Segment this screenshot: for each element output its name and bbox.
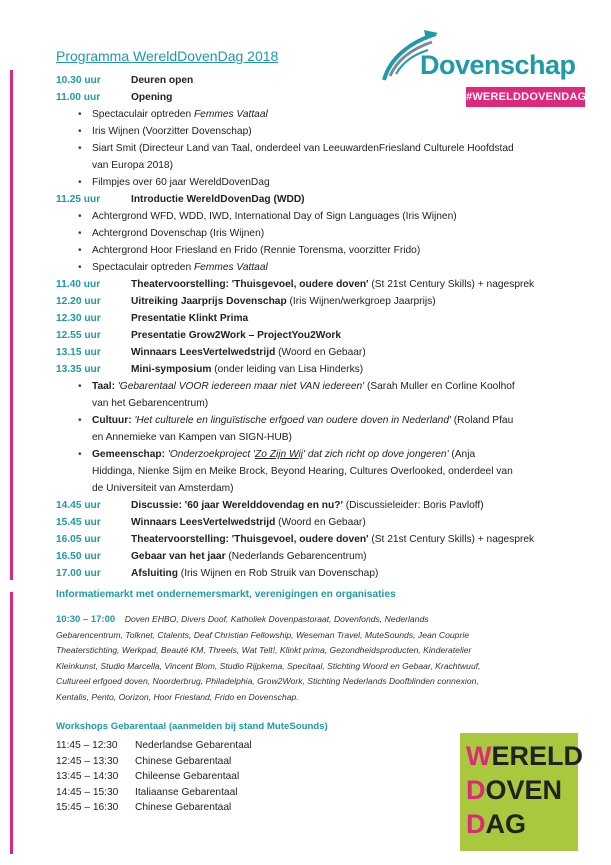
- list-item: • Cultuur: 'Het culturele en linguïstische erfgoed van oudere doven in Nederland' (Roland Pfau: [56, 412, 551, 429]
- list-item-continued: en Annemieke van Kampen van SIGN-HUB): [92, 432, 292, 443]
- schedule-row: 13.35 uur Mini-symposium (onder leiding van Lisa Hinderks): [56, 364, 364, 375]
- list-item: • Achtergrond WFD, WDD, IWD, International Day of Sign Languages (Iris Wijnen): [56, 208, 551, 225]
- list-item: • Gemeenschap: 'Onderzoekproject 'Zo Zijn Wij' dat zich richt op dove jongeren' (Anja: [56, 446, 551, 463]
- side-line-top: [10, 70, 13, 580]
- schedule-row: 12.55 uur Presentatie Grow2Work – ProjectYou2Work: [56, 330, 342, 341]
- list-item-continued: de Universiteit van Amsterdam): [92, 483, 234, 494]
- page-title: Programma WereldDovenDag 2018: [56, 48, 279, 64]
- logo-name: Dovenschap: [420, 50, 576, 80]
- schedule: [56, 72, 551, 582]
- schedule-row: 15.45 uur Winnaars LeesVertelwedstrijd (Woord en Gebaar): [56, 517, 366, 528]
- werelddovendag-logo: WERELD DOVEN DAG: [460, 733, 578, 851]
- schedule-row: 16.05 uur Theatervoorstelling: 'Thuisgevoel, oudere doven' (St 21st Century Skills) + nagesprek: [56, 534, 535, 545]
- schedule-row: 11.40 uur Theatervoorstelling: 'Thuisgevoel, oudere doven' (St 21st Century Skills) + nagesprek: [56, 279, 535, 290]
- schedule-row: 12.30 uur Presentatie Klinkt Prima: [56, 313, 249, 324]
- list-item-continued: van het Gebarencentrum): [92, 398, 209, 409]
- schedule-row: 17.00 uur Afsluiting (Iris Wijnen en Rob Struik van Dovenschap): [56, 568, 379, 579]
- list-item-continued: Hiddinga, Nienke Sijm en Meike Brock, Beyond Hearing, Cultures Overlooked, onderdeel van: [92, 466, 513, 477]
- schedule-row: 12.20 uur Uitreiking Jaarprijs Dovenschap (Iris Wijnen/werkgroep Jaarprijs): [56, 296, 436, 307]
- schedule-row: 14.45 uur Discussie: '60 jaar Werelddovendag en nu?' (Discussieleider: Boris Pavloff): [56, 500, 484, 511]
- list-item: • Spectaculair optreden Femmes Vattaal: [56, 259, 551, 276]
- schedule-row: 11.00 uur Opening: [56, 92, 173, 103]
- info-block: 10:30 – 17:00 Doven EHBO, Divers Doof, Katholiek Dovenpastoraat, Dovenfonds, Nederlands Gebarencentrum, Tolknet, Ctalents, Deaf Christian Fellowship, Weseman Travel, MuteSounds, Jean Couprie Theaterstichting, Werkpad, Beauté KM, Threels, Wat Telt!, Klinkt prima, Gezondheidsproducten, Kinderatelier Kleinkunst, Studio Marcella, Vincent Blom, Studio Rijpkema, Specitaal, Stichting Woord en Gebaar, Krachtwuuf, Cultureel erfgoed doven, Noorderbrug, Philadelphia, Grow2Work, Stichting Nederlands Doofblinden connexion, Kentalis, Pento, Oorizon, Hoor Friesland, Frido en Dovenschap.: [56, 614, 481, 702]
- list-item: • Achtergrond Dovenschap (Iris Wijnen): [56, 225, 551, 242]
- schedule-row: 13.15 uur Winnaars LeesVertelwedstrijd (Woord en Gebaar): [56, 347, 366, 358]
- schedule-row: 11.25 uur Introductie WereldDovenDag (WDD): [56, 194, 305, 205]
- logo-hashtag: #WERELDDOVENDAGNL: [466, 87, 585, 107]
- list-item: • Spectaculair optreden Femmes Vattaal: [56, 106, 551, 123]
- info-time: 10:30 – 17:00: [56, 614, 116, 625]
- info-title: Informatiemarkt met ondernemersmarkt, verenigingen en organisaties: [56, 589, 396, 600]
- workshops-title: Workshops Gebarentaal (aanmelden bij stand MuteSounds): [56, 721, 328, 732]
- schedule-row: 16.50 uur Gebaar van het jaar (Nederlands Gebarencentrum): [56, 551, 367, 562]
- list-item: • Filmpjes over 60 jaar WereldDovenDag: [56, 174, 551, 191]
- list-item: • Siart Smit (Directeur Land van Taal, onderdeel van LeeuwardenFriesland Culturele Hoofdstad: [56, 140, 551, 157]
- list-item: • Taal: 'Gebarentaal VOOR iedereen maar niet VAN iedereen' (Sarah Muller en Corline Koolhof: [56, 378, 551, 395]
- list-item-continued: van Europa 2018): [92, 160, 173, 171]
- list-item: • Achtergrond Hoor Friesland en Frido (Rennie Torensma, voorzitter Frido): [56, 242, 551, 259]
- list-item: • Iris Wijnen (Voorzitter Dovenschap): [56, 123, 551, 140]
- side-line-bottom: [10, 592, 13, 854]
- schedule-row: 10.30 uur Deuren open: [56, 75, 194, 86]
